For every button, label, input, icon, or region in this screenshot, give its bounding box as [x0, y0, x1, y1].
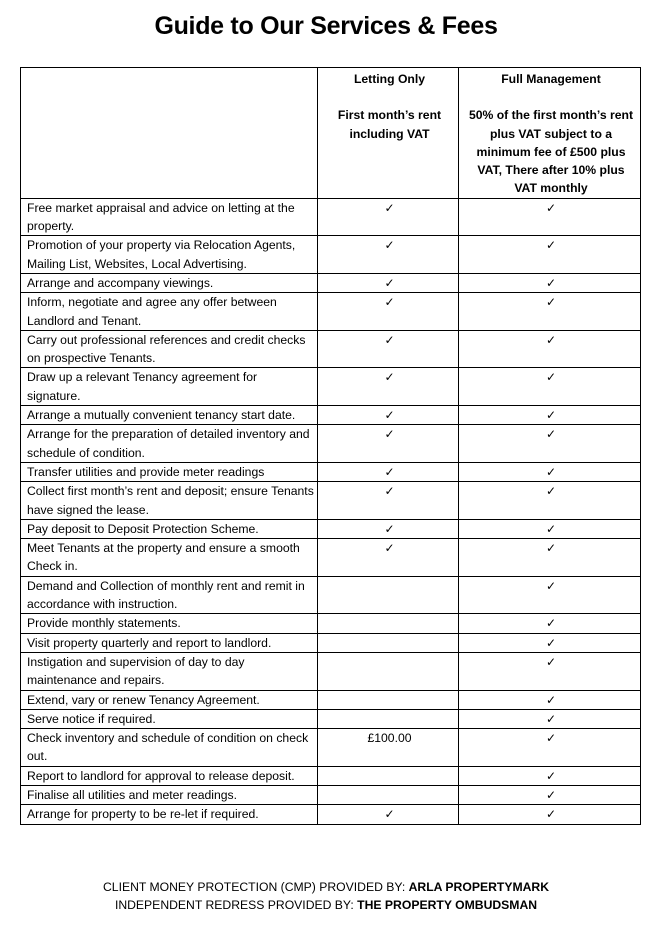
checkmark-icon: ✓	[384, 275, 395, 290]
full-management-cell	[459, 482, 641, 520]
letting-only-cell	[318, 652, 459, 690]
full-management-cell	[459, 462, 641, 481]
full-management-cell	[459, 198, 641, 236]
checkmark-icon: ✓	[384, 295, 395, 310]
service-description: Carry out professional references and credit checks on prospective Tenants.	[21, 330, 318, 368]
checkmark-icon: ✓	[384, 464, 395, 479]
checkmark-icon: ✓	[545, 616, 557, 631]
checkmark-icon: ✓	[384, 238, 395, 253]
redress-organisation: THE PROPERTY OMBUDSMAN	[357, 898, 538, 912]
checkmark-icon: ✓	[545, 408, 557, 423]
full-management-cell	[459, 805, 641, 824]
checkmark-icon: ✓	[545, 521, 557, 536]
letting-only-cell	[318, 368, 459, 406]
full-management-fee: 50% of the first month’s rent plus VAT subject to a minimum fee of £500 plus VAT, There after 10% plus VAT monthly	[468, 108, 634, 196]
table-row	[21, 709, 641, 728]
service-description: Finalise all utilities and meter readings.	[21, 785, 318, 804]
full-management-cell	[459, 368, 641, 406]
checkmark-icon: ✓	[545, 635, 557, 650]
checkmark-icon: ✓	[545, 787, 557, 802]
checkmark-icon: ✓	[545, 238, 557, 253]
full-management-cell	[459, 709, 641, 728]
service-description: Arrange for the preparation of detailed inventory and schedule of condition.	[21, 425, 318, 463]
letting-only-cell	[318, 729, 459, 767]
cmp-footer-line	[0, 878, 652, 896]
table-row	[21, 729, 641, 767]
service-description: Free market appraisal and advice on letting at the property.	[21, 198, 318, 236]
service-description: Serve notice if required.	[21, 709, 318, 728]
letting-only-cell	[318, 633, 459, 652]
service-description: Arrange for property to be re-let if required.	[21, 805, 318, 824]
full-management-cell	[459, 652, 641, 690]
table-header-row	[21, 68, 641, 199]
letting-only-cell	[318, 785, 459, 804]
full-management-cell	[459, 539, 641, 577]
table-row	[21, 293, 641, 331]
service-description: Check inventory and schedule of condition on check out.	[21, 729, 318, 767]
full-management-cell	[459, 425, 641, 463]
table-row	[21, 805, 641, 824]
service-description: Provide monthly statements.	[21, 614, 318, 633]
checkmark-icon: ✓	[545, 200, 557, 215]
checkmark-icon: ✓	[545, 484, 557, 499]
letting-only-fee: First month’s rent including VAT	[337, 108, 442, 141]
checkmark-icon: ✓	[545, 654, 557, 669]
full-management-cell	[459, 519, 641, 538]
checkmark-icon: ✓	[545, 711, 557, 726]
page-title: Guide to Our Services & Fees	[154, 12, 498, 40]
table-row	[21, 368, 641, 406]
redress-prefix: INDEPENDENT REDRESS PROVIDED BY:	[114, 898, 358, 912]
service-description: Report to landlord for approval to release deposit.	[21, 766, 318, 785]
table-row	[21, 652, 641, 690]
service-description: Arrange a mutually convenient tenancy start date.	[21, 406, 318, 425]
service-description: Inform, negotiate and agree any offer between Landlord and Tenant.	[21, 293, 318, 331]
service-description: Extend, vary or renew Tenancy Agreement.	[21, 690, 318, 709]
checkmark-icon: ✓	[384, 332, 395, 347]
table-row	[21, 482, 641, 520]
letting-only-cell	[318, 273, 459, 292]
table-row	[21, 539, 641, 577]
full-management-cell	[459, 633, 641, 652]
fee-value: £100.00	[367, 731, 412, 746]
checkmark-icon: ✓	[545, 464, 557, 479]
service-description: Visit property quarterly and report to landlord.	[21, 633, 318, 652]
letting-only-cell	[318, 805, 459, 824]
checkmark-icon: ✓	[545, 807, 557, 822]
letting-only-cell	[318, 482, 459, 520]
cmp-organisation: ARLA PROPERTYMARK	[408, 880, 550, 894]
header-blank-cell	[21, 68, 318, 199]
services-fees-table	[20, 67, 641, 825]
service-description: Promotion of your property via Relocation Agents, Mailing List, Websites, Local Advertising.	[21, 236, 318, 274]
table-row	[21, 236, 641, 274]
table-row	[21, 273, 641, 292]
full-management-cell	[459, 406, 641, 425]
checkmark-icon: ✓	[545, 541, 557, 556]
letting-only-cell	[318, 425, 459, 463]
checkmark-icon: ✓	[384, 521, 395, 536]
checkmark-icon: ✓	[384, 370, 395, 385]
table-row	[21, 519, 641, 538]
full-management-cell	[459, 330, 641, 368]
service-description: Draw up a relevant Tenancy agreement for signature.	[21, 368, 318, 406]
letting-only-cell	[318, 690, 459, 709]
full-management-cell	[459, 273, 641, 292]
service-description: Pay deposit to Deposit Protection Scheme.	[21, 519, 318, 538]
checkmark-icon: ✓	[545, 275, 557, 290]
service-description: Instigation and supervision of day to day maintenance and repairs.	[21, 652, 318, 690]
checkmark-icon: ✓	[545, 370, 557, 385]
checkmark-icon: ✓	[384, 484, 395, 499]
checkmark-icon: ✓	[545, 427, 557, 442]
table-row	[21, 576, 641, 614]
full-management-cell	[459, 766, 641, 785]
letting-only-cell	[318, 462, 459, 481]
checkmark-icon: ✓	[545, 295, 557, 310]
cmp-prefix: CLIENT MONEY PROTECTION (CMP) PROVIDED BY:	[102, 880, 409, 894]
table-row	[21, 425, 641, 463]
full-management-heading: Full Management	[501, 72, 601, 86]
full-management-cell	[459, 690, 641, 709]
letting-only-cell	[318, 709, 459, 728]
header-full-management	[459, 68, 641, 199]
full-management-cell	[459, 236, 641, 274]
service-description: Collect first month’s rent and deposit; ensure Tenants have signed the lease.	[21, 482, 318, 520]
service-description: Arrange and accompany viewings.	[21, 273, 318, 292]
checkmark-icon: ✓	[545, 332, 557, 347]
checkmark-icon: ✓	[384, 541, 395, 556]
full-management-cell	[459, 576, 641, 614]
full-management-cell	[459, 785, 641, 804]
table-row	[21, 406, 641, 425]
checkmark-icon: ✓	[545, 578, 557, 593]
checkmark-icon: ✓	[384, 200, 395, 215]
full-management-cell	[459, 614, 641, 633]
letting-only-cell	[318, 330, 459, 368]
checkmark-icon: ✓	[545, 692, 557, 707]
letting-only-heading: Letting Only	[353, 72, 426, 86]
letting-only-cell	[318, 576, 459, 614]
full-management-cell	[459, 293, 641, 331]
full-management-cell	[459, 729, 641, 767]
letting-only-cell	[318, 614, 459, 633]
header-letting-only	[318, 68, 459, 199]
letting-only-cell	[318, 236, 459, 274]
table-row	[21, 766, 641, 785]
table-row	[21, 462, 641, 481]
service-description: Demand and Collection of monthly rent and remit in accordance with instruction.	[21, 576, 318, 614]
table-row	[21, 633, 641, 652]
letting-only-cell	[318, 539, 459, 577]
table-row	[21, 614, 641, 633]
letting-only-cell	[318, 198, 459, 236]
letting-only-cell	[318, 406, 459, 425]
table-row	[21, 198, 641, 236]
letting-only-cell	[318, 766, 459, 785]
table-row	[21, 690, 641, 709]
checkmark-icon: ✓	[545, 768, 557, 783]
service-description: Transfer utilities and provide meter readings	[21, 462, 318, 481]
service-description: Meet Tenants at the property and ensure a smooth Check in.	[21, 539, 318, 577]
checkmark-icon: ✓	[384, 427, 395, 442]
table-row	[21, 330, 641, 368]
checkmark-icon: ✓	[384, 807, 395, 822]
table-row	[21, 785, 641, 804]
checkmark-icon: ✓	[384, 408, 395, 423]
letting-only-cell	[318, 519, 459, 538]
letting-only-cell	[318, 293, 459, 331]
checkmark-icon: ✓	[545, 731, 557, 746]
redress-footer-line	[0, 896, 652, 914]
